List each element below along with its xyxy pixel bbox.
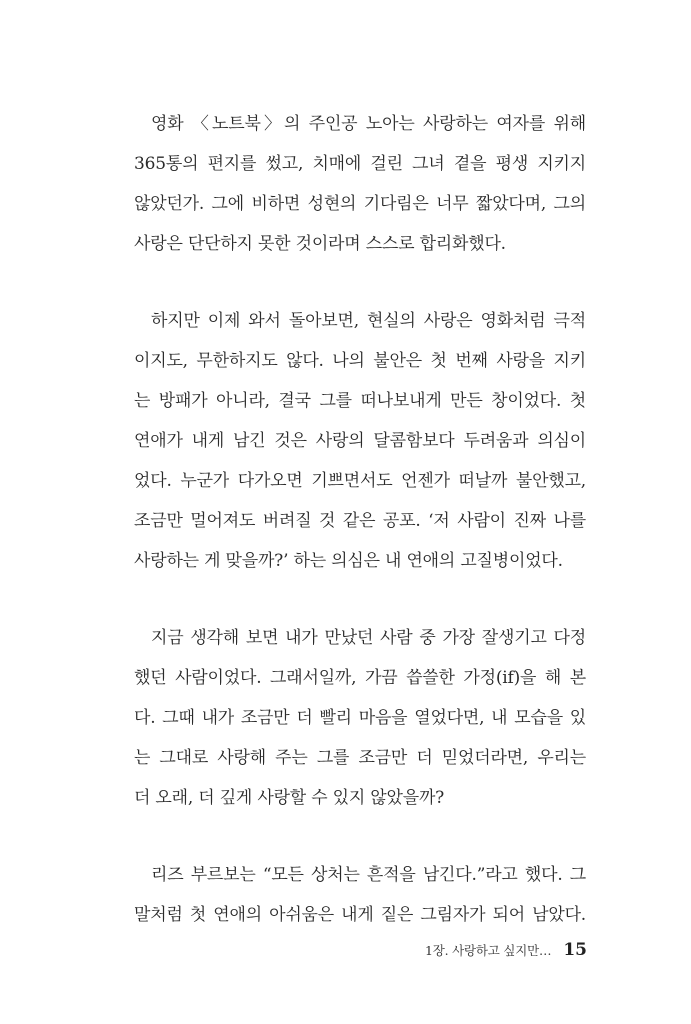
text-line: 지금 생각해 보면 내가 만났던 사람 중 가장 잘생기고 다정 bbox=[151, 628, 586, 648]
text-line: 했던 사람이었다. 그래서일까, 가끔 씁쓸한 가정(if)을 해 본 bbox=[134, 668, 586, 688]
text-line: 사랑은 단단하지 못한 것이라며 스스로 합리화했다. bbox=[134, 234, 506, 254]
text-line: 리즈 부르보는 “모든 상처는 흔적을 남긴다.”라고 했다. 그 bbox=[151, 865, 586, 885]
page-number: 15 bbox=[563, 940, 587, 960]
chapter-title: 1장. 사랑하고 싶지만… bbox=[424, 943, 552, 958]
text-line: 365통의 편지를 썼고, 치매에 걸린 그녀 곁을 평생 지키지 bbox=[134, 154, 586, 174]
text-line: 는 방패가 아니라, 결국 그를 떠나보내게 만든 창이었다. 첫 bbox=[134, 391, 586, 411]
text-line: 다. 그때 내가 조금만 더 빨리 마음을 열었다면, 내 모습을 있 bbox=[134, 708, 586, 728]
text-line: 조금만 멀어져도 버려질 것 같은 공포. ‘저 사람이 진짜 나를 bbox=[134, 511, 586, 531]
paragraph-1 bbox=[134, 104, 586, 264]
text-line: 하지만 이제 와서 돌아보면, 현실의 사랑은 영화처럼 극적 bbox=[151, 311, 586, 331]
text-line: 더 오래, 더 깊게 사랑할 수 있지 않았을까? bbox=[134, 788, 445, 808]
body-text bbox=[134, 104, 586, 972]
paragraph-4 bbox=[134, 855, 586, 935]
text-line: 영화 〈노트북〉의 주인공 노아는 사랑하는 여자를 위해 bbox=[151, 114, 586, 134]
paragraph-2 bbox=[134, 301, 586, 581]
text-line: 었다. 누군가 다가오면 기쁘면서도 언젠가 떠날까 불안했고, bbox=[134, 471, 586, 491]
text-line: 사랑하는 게 맞을까?’ 하는 의심은 내 연애의 고질병이었다. bbox=[134, 551, 563, 571]
text-line: 는 그대로 사랑해 주는 그를 조금만 더 믿었더라면, 우리는 bbox=[134, 748, 586, 768]
text-line: 연애가 내게 남긴 것은 사랑의 달콤함보다 두려움과 의심이 bbox=[134, 431, 586, 451]
paragraph-3 bbox=[134, 618, 586, 818]
text-line: 않았던가. 그에 비하면 성현의 기다림은 너무 짧았다며, 그의 bbox=[134, 194, 586, 214]
text-line: 말처럼 첫 연애의 아쉬움은 내게 짙은 그림자가 되어 남았다. bbox=[134, 905, 586, 925]
page-footer bbox=[425, 940, 587, 960]
text-line: 이지도, 무한하지도 않다. 나의 불안은 첫 번째 사랑을 지키 bbox=[134, 351, 586, 371]
